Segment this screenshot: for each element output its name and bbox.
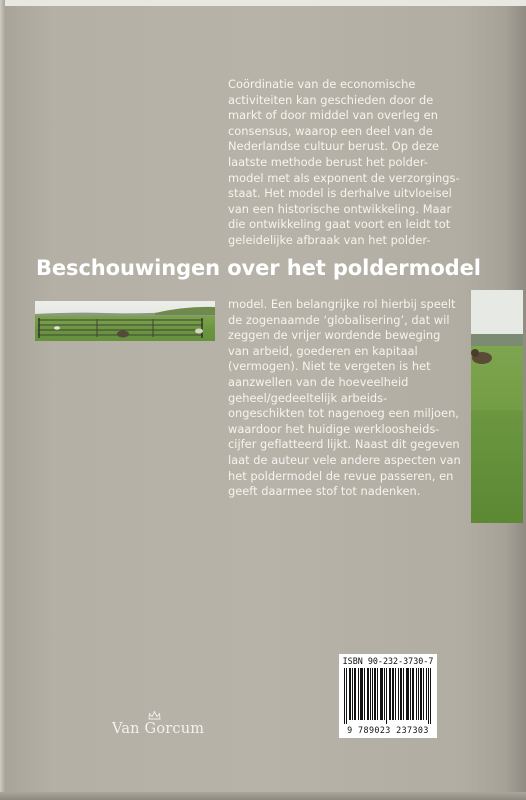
blurb-line: ongeschikten tot nagenoeg een miljoen, bbox=[228, 406, 459, 421]
barcode-bar bbox=[384, 668, 385, 720]
blurb-line: van een historische ontwikkeling. Maar bbox=[228, 201, 452, 216]
barcode-bar bbox=[426, 668, 427, 720]
barcode-bar bbox=[381, 668, 382, 720]
barcode-bar bbox=[413, 668, 414, 720]
blurb-line: activiteiten kan geschieden door de bbox=[228, 92, 434, 107]
barcode-bar bbox=[358, 668, 359, 720]
barcode-bar bbox=[428, 668, 429, 724]
blurb-line: model. Een belangrijke rol hierbij speelt bbox=[228, 297, 456, 311]
barcode-bar bbox=[389, 668, 390, 720]
barcode-bar bbox=[374, 668, 375, 720]
blurb-line: (vermogen). Niet te vergeten is het bbox=[228, 359, 431, 374]
barcode-bar bbox=[412, 668, 413, 720]
barcode-bar bbox=[421, 668, 422, 720]
blurb-text-top bbox=[228, 77, 490, 249]
blurb-line: zeggen de vrijer wordende beweging bbox=[228, 328, 441, 343]
barcode-bar bbox=[382, 668, 383, 720]
barcode-bar bbox=[395, 668, 396, 720]
blurb-line: staat. Het model is derhalve uitvloeisel bbox=[228, 186, 452, 201]
barcode-bar bbox=[367, 668, 368, 720]
blurb-text-bottom bbox=[228, 297, 490, 500]
barcode-icon bbox=[344, 668, 432, 724]
blurb-line: laatste methode berust het polder- bbox=[228, 154, 429, 169]
barcode-bar bbox=[346, 668, 347, 724]
publisher-logo bbox=[112, 708, 222, 742]
barcode-bar bbox=[354, 668, 355, 720]
blurb-line: geeft daarmee stof tot nadenken. bbox=[228, 484, 421, 499]
publisher-name: Van Gorcum bbox=[112, 721, 205, 737]
barcode-bar bbox=[386, 668, 387, 724]
blurb-line: Nederlandse cultuur berust. Op deze bbox=[228, 139, 439, 154]
barcode-bar bbox=[377, 668, 378, 720]
isbn-text: ISBN 90-232-3730-7 bbox=[342, 656, 434, 666]
barcode-bar bbox=[344, 668, 345, 724]
blurb-line: geleidelijke afbraak van het polder- bbox=[228, 232, 431, 247]
blurb-line: van arbeid, goederen en kapitaal bbox=[228, 343, 418, 358]
barcode-bar bbox=[361, 668, 362, 720]
blurb-line: laat de auteur vele andere aspecten van bbox=[228, 452, 461, 467]
blurb-line: aanzwellen van de hoeveelheid bbox=[228, 374, 409, 389]
barcode-bar bbox=[349, 668, 350, 720]
cover-spine-edge bbox=[0, 0, 5, 800]
barcode-bar bbox=[403, 668, 404, 720]
barcode-bar bbox=[380, 668, 381, 720]
barcode-bar bbox=[398, 668, 399, 720]
book-title: Beschouwingen over het poldermodel bbox=[36, 256, 481, 280]
blurb-line: cijfer geflatteerd lijkt. Naast dit gegeven bbox=[228, 437, 460, 452]
barcode-bar bbox=[352, 668, 353, 720]
blurb-line: geheel/gedeeltelijk arbeids- bbox=[228, 390, 388, 405]
blurb-line: Coördinatie van de economische bbox=[228, 77, 416, 91]
barcode-bar bbox=[375, 668, 376, 720]
barcode-bar bbox=[355, 668, 356, 720]
blurb-line: het poldermodel de revue passeren, en bbox=[228, 468, 454, 483]
barcode-bar bbox=[364, 668, 365, 720]
meadow-fence-image bbox=[35, 301, 215, 341]
barcode-bar bbox=[360, 668, 361, 720]
isbn-barcode-label bbox=[339, 654, 437, 738]
barcode-bar bbox=[400, 668, 401, 720]
blurb-line: waardoor het huidige werkloosheids- bbox=[228, 421, 440, 436]
barcode-bar bbox=[393, 668, 394, 720]
barcode-bar bbox=[368, 668, 369, 720]
barcode-bar bbox=[392, 668, 393, 720]
barcode-bar bbox=[370, 668, 371, 720]
barcode-number: 9 789023 237303 bbox=[347, 725, 429, 735]
barcode-bar bbox=[408, 668, 409, 720]
barcode-bar bbox=[423, 668, 424, 720]
blurb-line: consensus, waarop een deel van de bbox=[228, 123, 433, 138]
crown-icon bbox=[148, 711, 161, 720]
barcode-bar bbox=[430, 668, 431, 724]
barcode-bar bbox=[418, 668, 419, 720]
polder-meadow-photo-left bbox=[35, 301, 215, 341]
blurb-line: die ontwikkeling gaat voort en leidt tot bbox=[228, 217, 451, 232]
barcode-bar bbox=[362, 668, 363, 720]
cover-top-edge bbox=[0, 0, 526, 6]
barcode-bar bbox=[350, 668, 351, 720]
cover-bottom-edge bbox=[0, 792, 526, 800]
barcode-bar bbox=[406, 668, 407, 720]
barcode-bar bbox=[390, 668, 391, 720]
blurb-line: markt of door middel van overleg en bbox=[228, 108, 438, 123]
barcode-bar bbox=[410, 668, 411, 720]
barcode-bar bbox=[372, 668, 373, 720]
barcode-bar bbox=[407, 668, 408, 720]
blurb-line: model met als exponent de verzorgings- bbox=[228, 170, 460, 185]
blurb-line: de zogenaamde ‘globalisering’, dat wil bbox=[228, 312, 450, 327]
barcode-bar bbox=[420, 668, 421, 720]
barcode-bar bbox=[416, 668, 417, 720]
barcode-bar bbox=[401, 668, 402, 720]
